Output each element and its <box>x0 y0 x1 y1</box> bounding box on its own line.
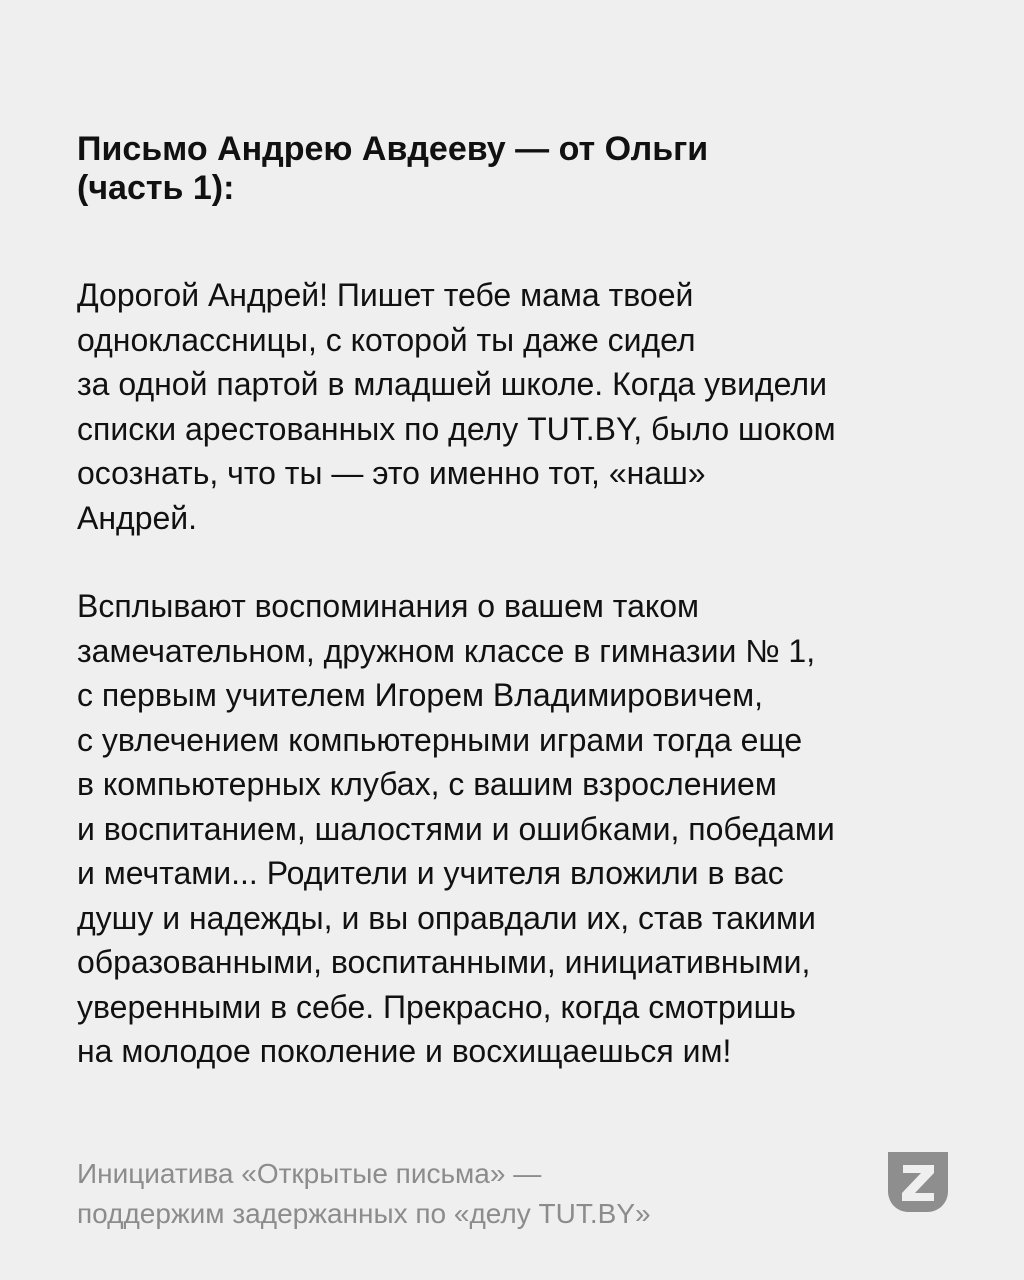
initiative-footer <box>77 1154 857 1234</box>
paragraph-line: за одной партой в младшей школе. Когда увидели <box>77 366 827 402</box>
title-line-1: Письмо Андрею Авдееву — от Ольги <box>77 130 709 168</box>
paragraph-line: Дорогой Андрей! Пишет тебе мама твоей <box>77 277 694 313</box>
letter-paragraph-2 <box>77 584 977 1074</box>
paragraph-line: списки арестованных по делу TUT.BY, было шоком <box>77 410 836 447</box>
paragraph-line: с увлечением компьютерными играми тогда еще <box>77 721 803 758</box>
letter-paragraph-1 <box>77 273 977 540</box>
paragraph-line: Андрей. <box>77 499 198 536</box>
paragraph-line: образованными, воспитанными, инициативными, <box>77 944 811 980</box>
paragraph-line: на молодое поколение и восхищаешься им! <box>77 1033 732 1069</box>
paragraph-line: осознать, что ты — это именно тот, «наш» <box>77 455 706 491</box>
paragraph-line: уверенными в себе. Прекрасно, когда смотришь <box>77 988 796 1025</box>
paragraph-line: с первым учителем Игорем Владимировичем, <box>77 677 763 713</box>
footer-line-1: Инициатива «Открытые письма» — <box>77 1158 542 1189</box>
paragraph-line: в компьютерных клубах, с вашим взрослением <box>77 766 777 802</box>
paragraph-line: одноклассницы, с которой ты даже сидел <box>77 321 696 358</box>
paragraph-line: и мечтами... Родители и учителя вложили в вас <box>77 855 784 891</box>
zerkalo-z-logo-icon <box>887 1151 949 1213</box>
paragraph-line: замечательном, дружном классе в гимназии № 1, <box>77 632 816 669</box>
letter-title <box>77 130 977 208</box>
letter-body <box>77 130 977 1074</box>
paragraph-line: душу и надежды, и вы оправдали их, став такими <box>77 899 816 936</box>
footer-line-2: поддержим задержанных по «делу TUT.BY» <box>77 1198 651 1229</box>
title-line-2: (часть 1): <box>77 169 235 207</box>
paragraph-line: и воспитанием, шалостями и ошибками, победами <box>77 810 835 847</box>
paragraph-line: Всплывают воспоминания о вашем таком <box>77 588 700 624</box>
